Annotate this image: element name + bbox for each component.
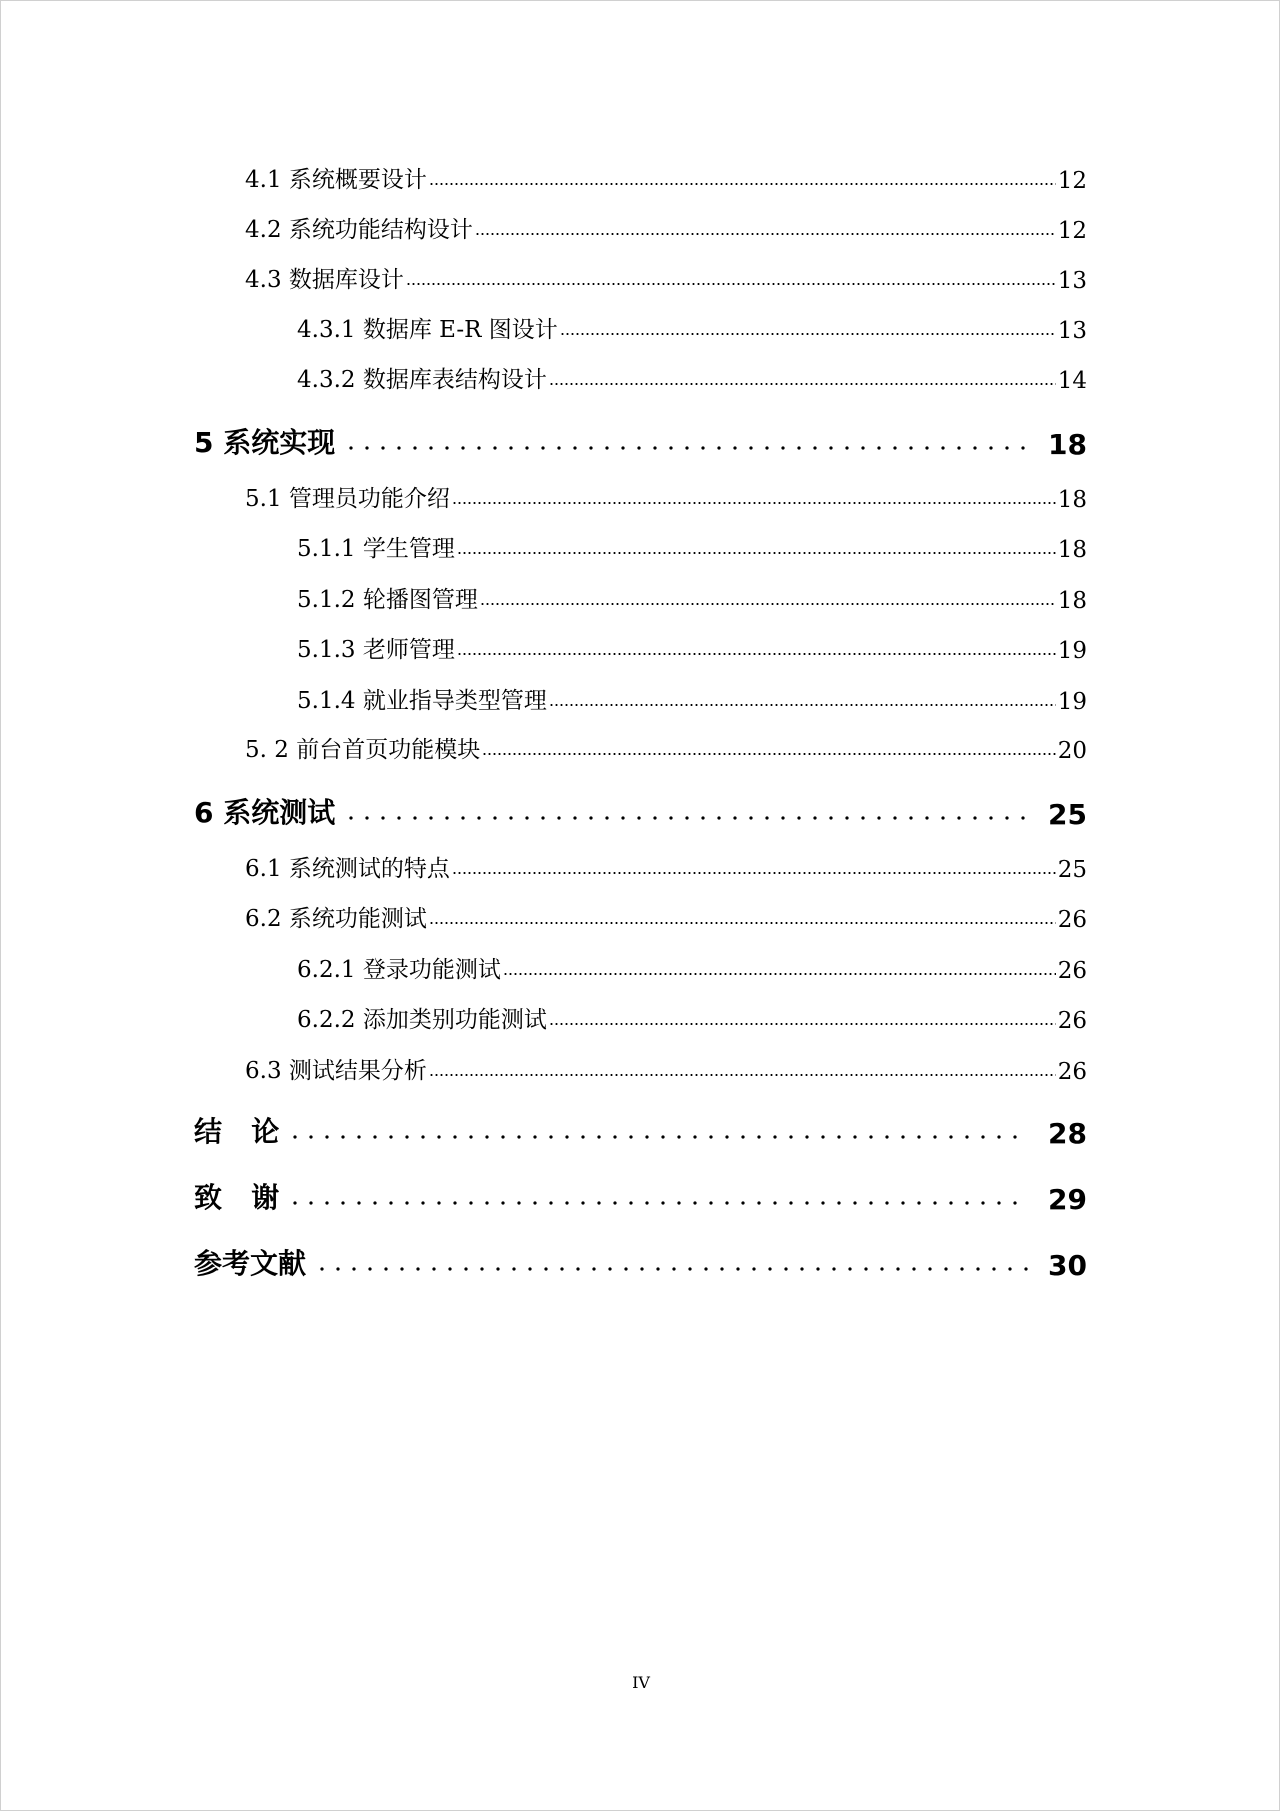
toc-entry-label: 5.1.3 老师管理 (297, 637, 455, 663)
toc-dot-leader (343, 813, 1028, 823)
toc-entry[interactable] (297, 954, 1087, 984)
toc-dot-leader (429, 919, 1056, 927)
toc-entry-label: 4.3.1 数据库 E-R 图设计 (297, 317, 558, 343)
toc-chapter[interactable] (194, 1178, 1087, 1216)
toc-chapter-label: 5 系统实现 (194, 426, 336, 459)
toc-chapter[interactable] (194, 1244, 1087, 1282)
toc-entry-page: 14 (1057, 368, 1087, 394)
toc-dot-leader (560, 330, 1056, 338)
toc-entry[interactable] (297, 634, 1087, 664)
toc-entry-label: 5. 2 前台首页功能模块 (245, 737, 481, 763)
toc-dot-leader (343, 443, 1028, 453)
toc-entry-label: 5.1.2 轮播图管理 (297, 587, 478, 613)
toc-entry[interactable] (245, 164, 1087, 194)
toc-chapter-label: 6 系统测试 (194, 796, 336, 829)
toc-entry-page: 26 (1057, 1059, 1087, 1085)
toc-chapter-page: 30 (1048, 1249, 1087, 1282)
toc-dot-leader (287, 1132, 1028, 1142)
toc-entry[interactable] (297, 314, 1087, 344)
toc-entry-page: 13 (1057, 268, 1087, 294)
toc-dot-leader (482, 750, 1056, 758)
toc-entry-page: 12 (1057, 218, 1087, 244)
toc-entry-label: 5.1 管理员功能介绍 (245, 486, 450, 512)
toc-entry[interactable] (245, 264, 1087, 294)
toc-dot-leader (314, 1264, 1028, 1274)
toc-entry-page: 12 (1057, 168, 1087, 194)
toc-chapter-page: 28 (1048, 1117, 1087, 1150)
toc-entry-label: 6.2.2 添加类别功能测试 (297, 1007, 547, 1033)
toc-dot-leader (452, 499, 1056, 507)
toc-entry[interactable] (245, 214, 1087, 244)
toc-chapter-label: 结 论 (194, 1115, 280, 1148)
toc-entry-label: 4.3 数据库设计 (245, 267, 404, 293)
toc-entry[interactable] (245, 853, 1087, 883)
page-number-footer: IV (632, 1673, 650, 1692)
toc-entry[interactable] (245, 903, 1087, 933)
toc-entry-page: 19 (1057, 638, 1087, 664)
toc-dot-leader (457, 650, 1056, 658)
toc-entry-label: 5.1.4 就业指导类型管理 (297, 688, 547, 714)
toc-dot-leader (287, 1198, 1028, 1208)
toc-chapter-label: 致 谢 (194, 1181, 280, 1214)
toc-entry[interactable] (297, 364, 1087, 394)
toc-entry-page: 20 (1057, 738, 1087, 764)
toc-dot-leader (429, 1071, 1056, 1079)
toc-dot-leader (429, 180, 1056, 188)
toc-dot-leader (452, 869, 1056, 877)
toc-dot-leader (549, 1020, 1056, 1028)
toc-chapter-page: 18 (1048, 428, 1087, 461)
toc-chapter-page: 25 (1048, 798, 1087, 831)
toc-entry-label: 6.1 系统测试的特点 (245, 856, 450, 882)
toc-entry-label: 6.3 测试结果分析 (245, 1058, 427, 1084)
toc-entry-page: 26 (1057, 907, 1087, 933)
toc-dot-leader (549, 380, 1056, 388)
toc-entry[interactable] (297, 685, 1087, 715)
toc-entry-label: 4.2 系统功能结构设计 (245, 217, 473, 243)
toc-dot-leader (503, 970, 1056, 978)
toc-entry-page: 18 (1057, 588, 1087, 614)
toc-chapter[interactable] (194, 1112, 1087, 1150)
toc-entry-label: 6.2.1 登录功能测试 (297, 957, 501, 983)
toc-entry-page: 18 (1057, 487, 1087, 513)
toc-dot-leader (406, 280, 1056, 288)
toc-dot-leader (480, 600, 1056, 608)
toc-entry-label: 5.1.1 学生管理 (297, 536, 455, 562)
toc-entry[interactable] (245, 483, 1087, 513)
toc-dot-leader (475, 230, 1056, 238)
toc-entry-page: 26 (1057, 1008, 1087, 1034)
toc-chapter[interactable] (194, 423, 1087, 461)
toc-entry-page: 25 (1057, 857, 1087, 883)
toc-entry[interactable] (245, 1055, 1087, 1085)
toc-entry[interactable] (245, 734, 1087, 764)
toc-entry-page: 19 (1057, 689, 1087, 715)
toc-chapter-page: 29 (1048, 1183, 1087, 1216)
toc-entry-page: 13 (1057, 318, 1087, 344)
toc-entry[interactable] (297, 584, 1087, 614)
toc-entry[interactable] (297, 1004, 1087, 1034)
toc-dot-leader (549, 701, 1056, 709)
toc-chapter[interactable] (194, 793, 1087, 831)
toc-entry-label: 4.3.2 数据库表结构设计 (297, 367, 547, 393)
toc-chapter-label: 参考文献 (194, 1247, 307, 1280)
toc-entry-page: 26 (1057, 958, 1087, 984)
toc-entry-label: 4.1 系统概要设计 (245, 167, 427, 193)
toc-entry-label: 6.2 系统功能测试 (245, 906, 427, 932)
toc-entry[interactable] (297, 533, 1087, 563)
toc-entry-page: 18 (1057, 537, 1087, 563)
toc-dot-leader (457, 549, 1056, 557)
